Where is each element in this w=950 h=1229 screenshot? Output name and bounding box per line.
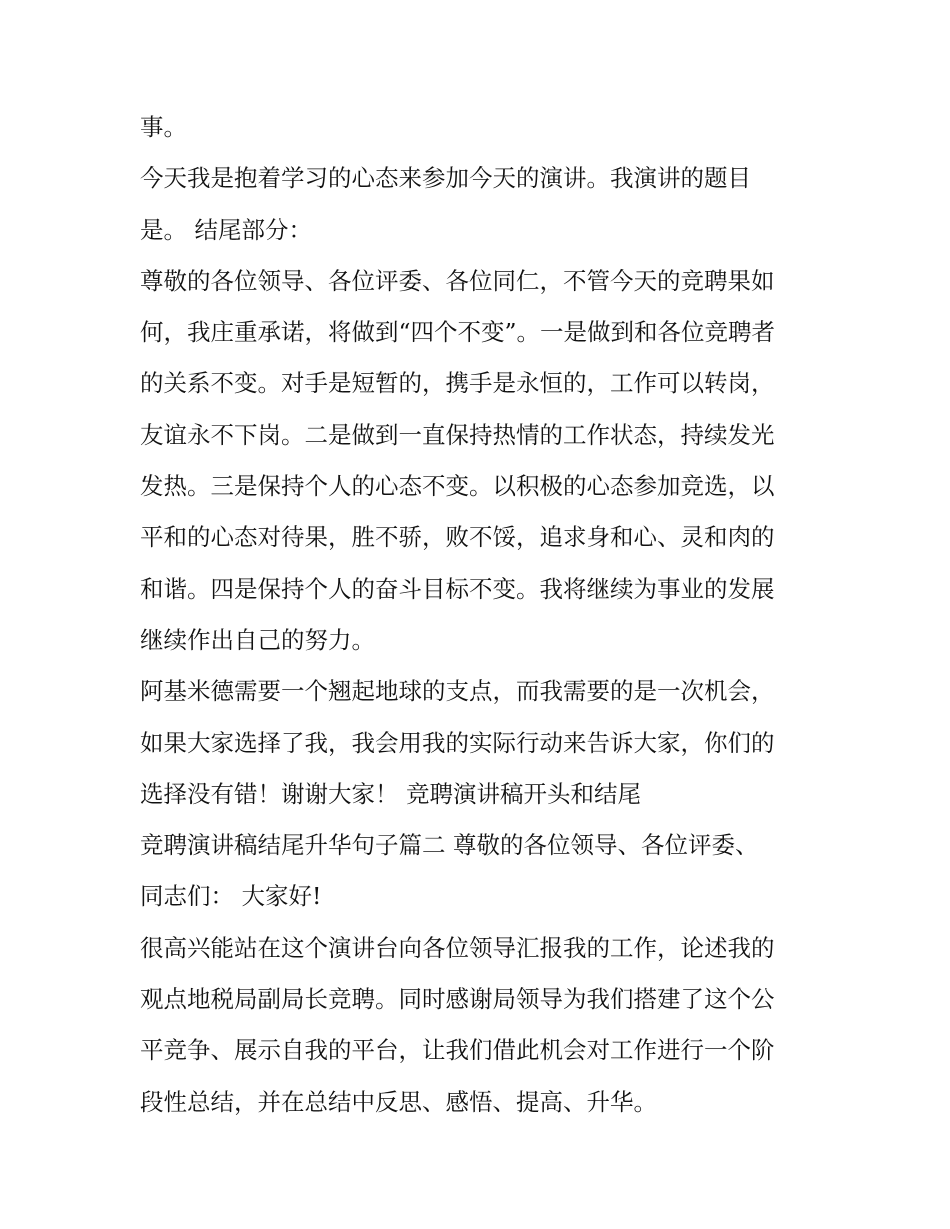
text-line: 阿基米德需要一个翘起地球的支点，而我需要的是一次机会， (140, 677, 775, 706)
text-line: 发热。三是保持个人的心态不变。以积极的心态参加竞选，以 (140, 472, 775, 501)
text-line: 段性总结，并在总结中反思、感悟、提高、升华。 (140, 1087, 657, 1116)
document-body (140, 102, 820, 1128)
text-line: 何，我庄重承诺，将做到“四个不变”。一是做到和各位竞聘者 (140, 318, 776, 347)
text-line: 今天我是抱着学习的心态来参加今天的演讲。我演讲的题目 (140, 164, 751, 193)
text-line: 尊敬的各位领导、各位评委、各位同仁，不管今天的竞聘果如 (140, 266, 775, 295)
text-line: 竞聘演讲稿结尾升华句子篇二 尊敬的各位领导、各位评委、 (140, 831, 759, 860)
text-line: 平竞争、展示自我的平台，让我们借此机会对工作进行一个阶 (140, 1036, 775, 1065)
text-line: 继续作出自己的努力。 (140, 625, 375, 654)
text-line: 平和的心态对待果，胜不骄，败不馁，追求身和心、灵和肉的 (140, 523, 775, 552)
text-line: 观点地税局副局长竞聘。同时感谢局领导为我们搭建了这个公 (140, 985, 775, 1014)
text-line: 友谊永不下岗。二是做到一直保持热情的工作状态，持续发光 (140, 420, 775, 449)
text-line: 选择没有错！谢谢大家！ 竞聘演讲稿开头和结尾 (140, 779, 641, 808)
text-line: 和谐。四是保持个人的奋斗目标不变。我将继续为事业的发展 (140, 574, 775, 603)
text-line: 是。 结尾部分： (140, 215, 312, 244)
text-line: 事。 (140, 113, 187, 141)
text-line: 如果大家选择了我，我会用我的实际行动来告诉大家，你们的 (140, 728, 775, 757)
text-line: 的关系不变。对手是短暂的，携手是永恒的，工作可以转岗， (140, 369, 775, 398)
text-line: 同志们： 大家好! (140, 882, 322, 911)
text-line: 很高兴能站在这个演讲台向各位领导汇报我的工作，论述我的 (140, 933, 775, 962)
